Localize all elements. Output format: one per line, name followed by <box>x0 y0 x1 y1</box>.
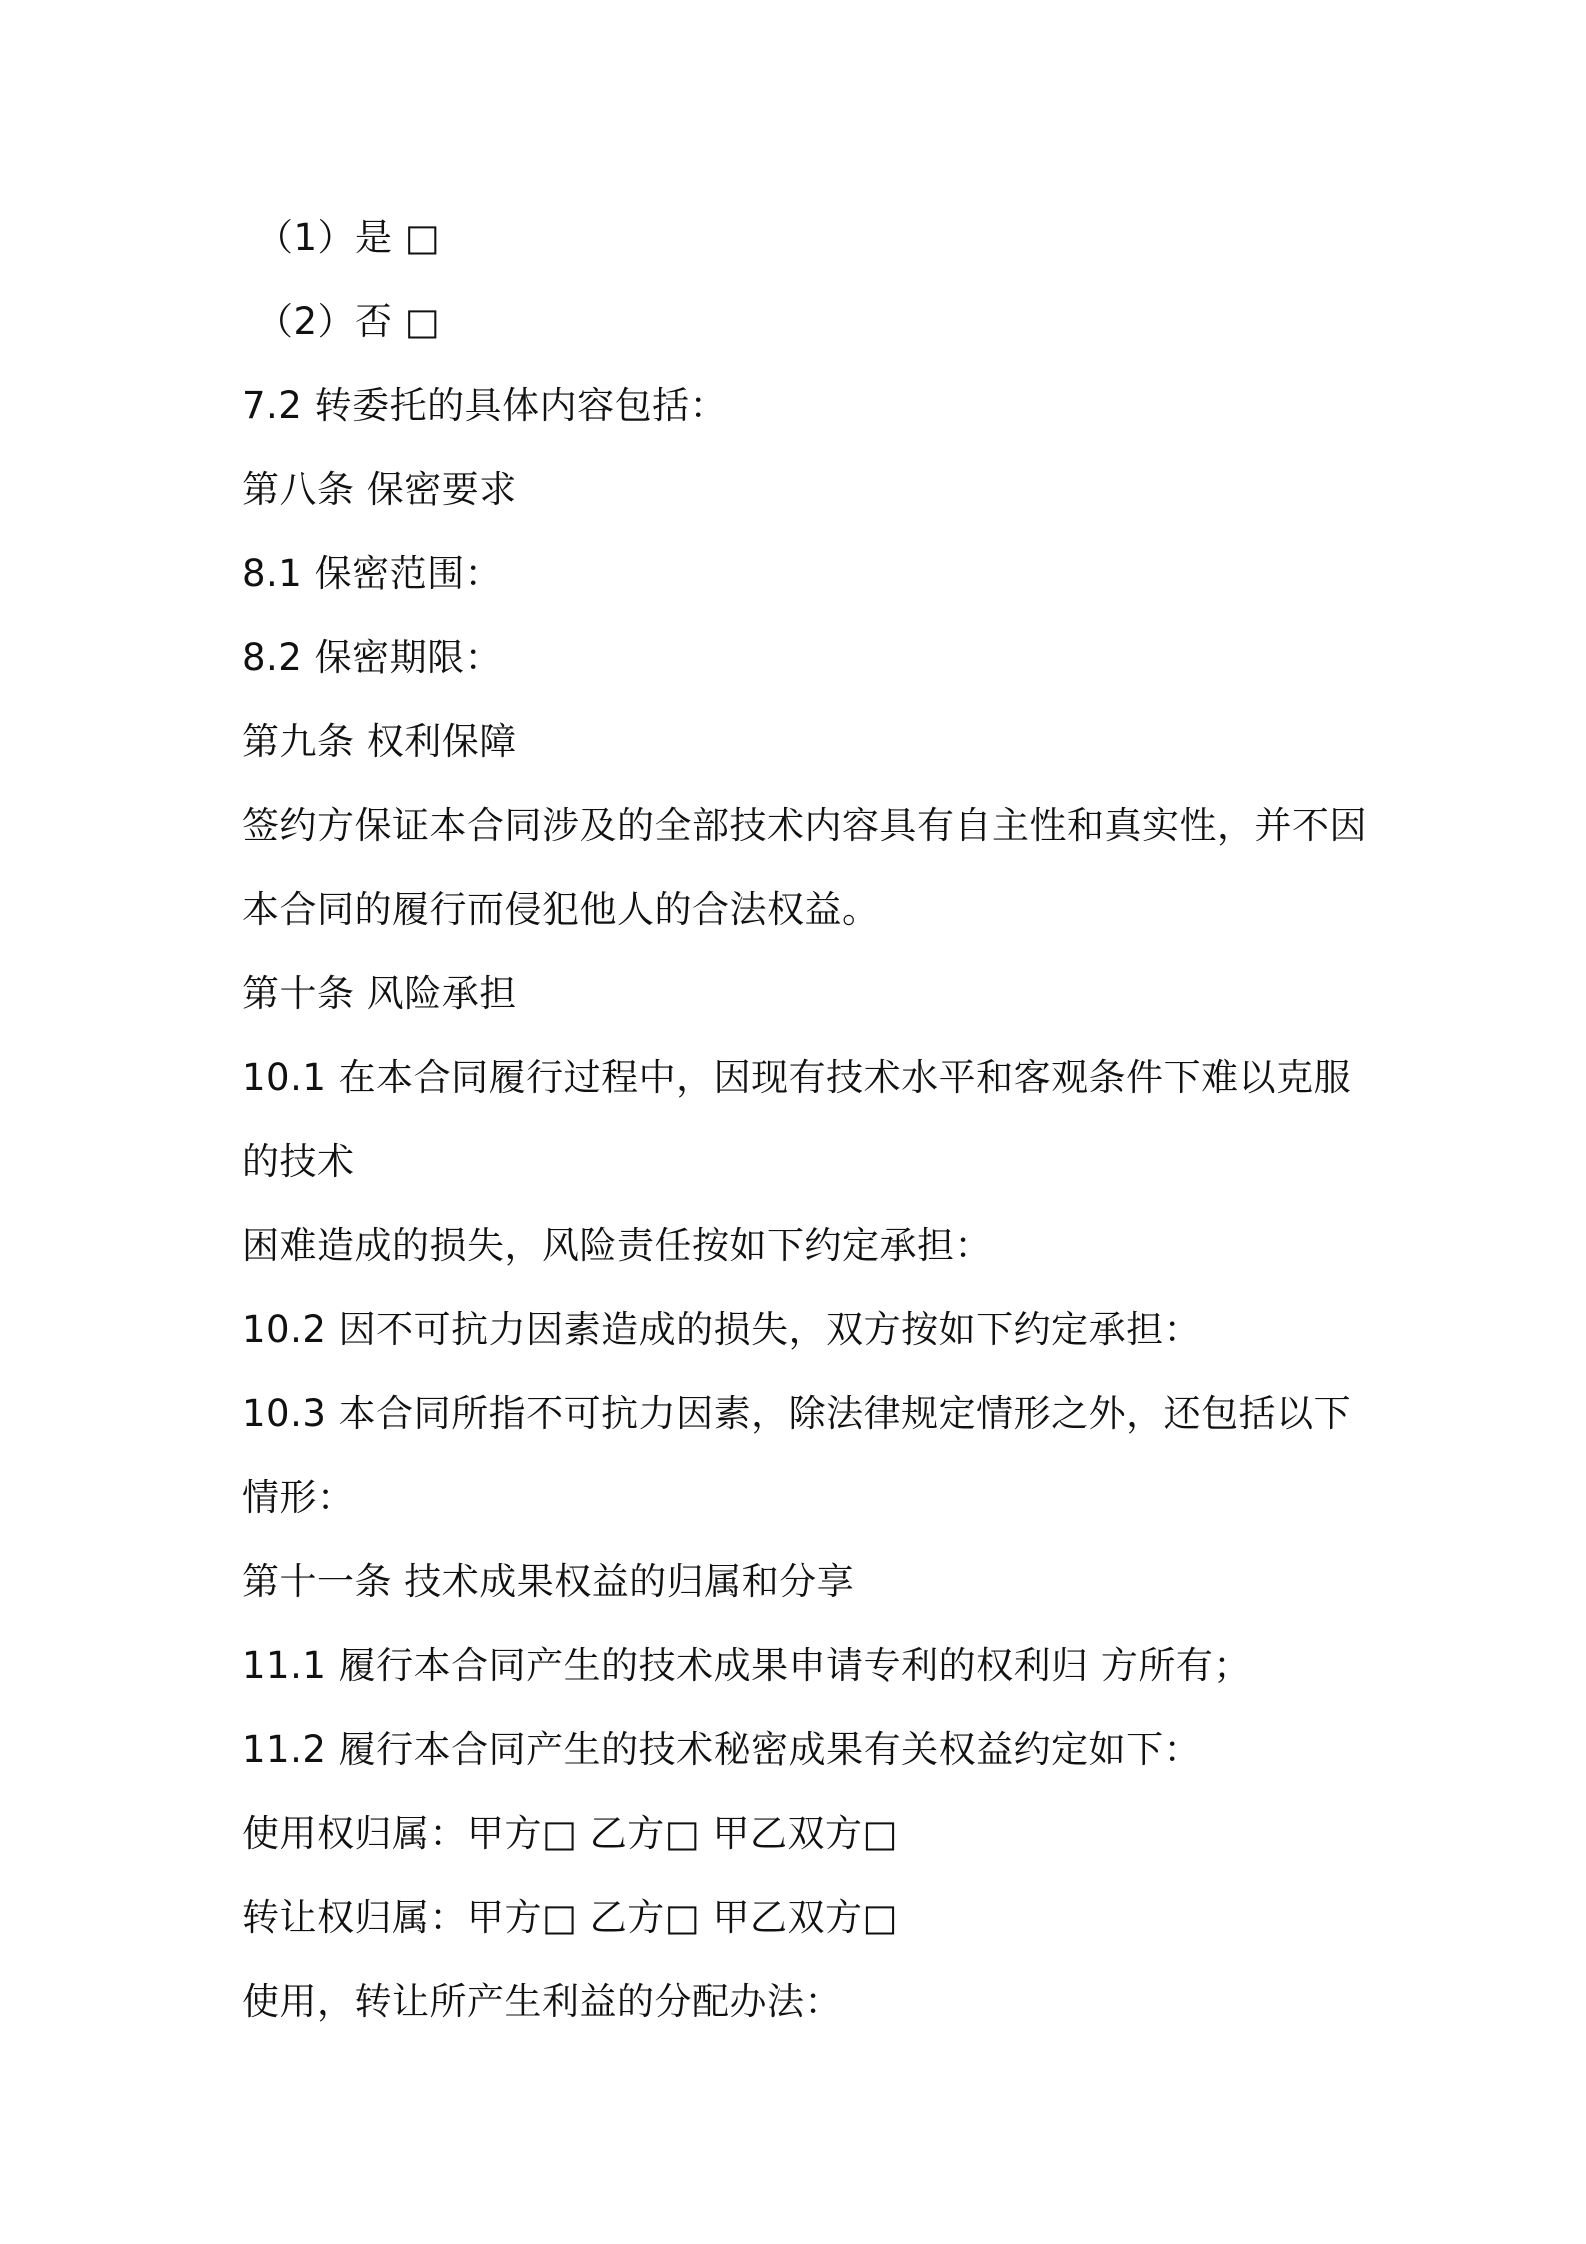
article-9-text-line-1: 签约方保证本合同涉及的全部技术内容具有自主性和真实性，并不因 <box>242 804 1367 847</box>
clause-10-3-line-1: 10.3 本合同所指不可抗力因素，除法律规定情形之外，还包括以下 <box>242 1392 1352 1435</box>
clause-8-1: 8.1 保密范围： <box>242 552 503 595</box>
clause-10-1-line-1: 10.1 在本合同履行过程中，因现有技术水平和客观条件下难以克服 <box>242 1056 1352 1099</box>
usage-rights-options: 使用权归属：甲方□ 乙方□ 甲乙双方□ <box>242 1812 898 1855</box>
document-body <box>242 196 1372 2044</box>
clause-10-2: 10.2 因不可抗力因素造成的损失，双方按如下约定承担： <box>242 1308 1202 1351</box>
article-9-heading: 第九条 权利保障 <box>242 720 517 763</box>
clause-7-2: 7.2 转委托的具体内容包括： <box>242 384 728 427</box>
option-yes: （1）是 □ <box>256 216 441 259</box>
clause-10-3-line-2: 情形： <box>242 1476 355 1519</box>
clause-10-1-line-3: 困难造成的损失，风险责任按如下约定承担： <box>242 1224 992 1267</box>
article-11-heading: 第十一条 技术成果权益的归属和分享 <box>242 1560 855 1603</box>
clause-10-1-line-2: 的技术 <box>242 1140 355 1183</box>
transfer-rights-options: 转让权归属：甲方□ 乙方□ 甲乙双方□ <box>242 1896 898 1939</box>
article-10-heading: 第十条 风险承担 <box>242 972 517 1015</box>
clause-11-2: 11.2 履行本合同产生的技术秘密成果有关权益约定如下： <box>242 1728 1202 1771</box>
article-9-text-line-2: 本合同的履行而侵犯他人的合法权益。 <box>242 888 880 931</box>
option-no: （2）否 □ <box>256 300 441 343</box>
clause-8-2: 8.2 保密期限： <box>242 636 503 679</box>
profit-distribution-line: 使用，转让所产生利益的分配办法： <box>242 1980 842 2023</box>
clause-11-1: 11.1 履行本合同产生的技术成果申请专利的权利归 方所有； <box>242 1644 1251 1687</box>
article-8-heading: 第八条 保密要求 <box>242 468 517 511</box>
